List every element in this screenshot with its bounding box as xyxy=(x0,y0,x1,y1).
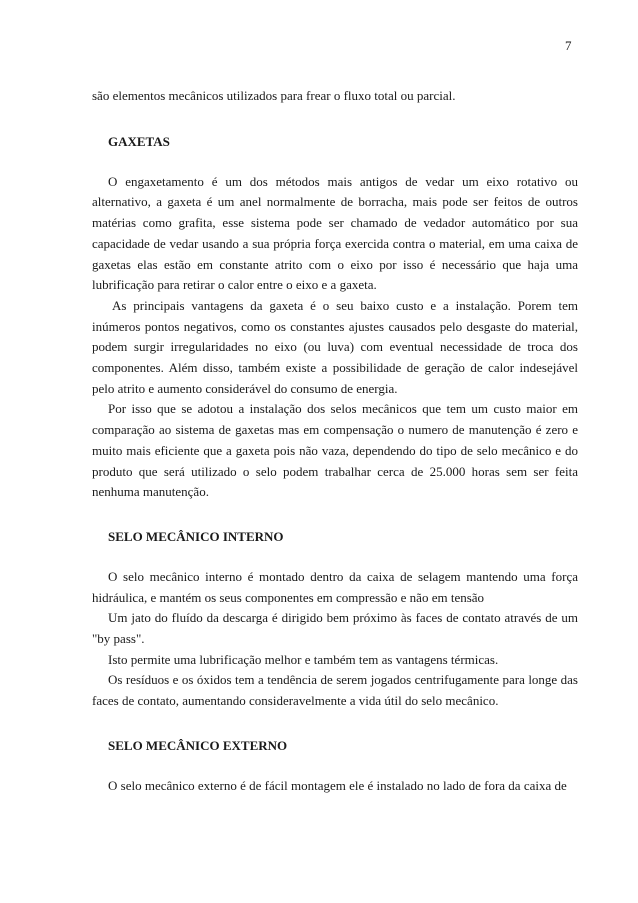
externo-paragraph-1: O selo mecânico externo é de fácil montagem ele é instalado no lado de fora da caixa de xyxy=(108,777,567,793)
gaxetas-paragraph-1: O engaxetamento é um dos métodos mais antigos de vedar um eixo rotativo ou alternativo, a gaxeta é um anel normalmente de borracha, mais pode ser feitos de outros matérias como grafita, esse sistema pode ser chamado de vedador automático por sua capacidade de vedar usando a sua própria força exercida contra o material, em uma caixa de gaxetas elas estão em constante atrito com o eixo por isso é necessário que haja uma lubrificação para retirar o calor entre o eixo e a gaxeta. xyxy=(92,173,578,293)
gaxetas-paragraph-3: Por isso que se adotou a instalação dos selos mecânicos que tem um custo maior em comparação ao sistema de gaxetas mas em compensação o numero de manutenção é zero e muito mais eficiente que a gaxeta pois não vaza, dependendo do tipo de selo mecânico e do produto que será utilizado o selo podem trabalhar cerca de 25.000 horas sem ser feita nenhuma manutenção. xyxy=(92,401,578,500)
interno-paragraph-4: Os resíduos e os óxidos tem a tendência de serem jogados centrifugamente para longe das faces de contato, aumentando consideravelmente a vida útil do selo mecânico. xyxy=(92,672,578,709)
interno-paragraph-1: O selo mecânico interno é montado dentro da caixa de selagem mantendo uma força hidráulica, e mantém os seus componentes em compressão e não em tensão xyxy=(92,568,578,605)
heading-selo-interno: SELO MECÂNICO INTERNO xyxy=(108,528,284,544)
page-number: 7 xyxy=(565,38,572,53)
intro-paragraph: são elementos mecânicos utilizados para frear o fluxo total ou parcial. xyxy=(92,88,456,103)
heading-gaxetas: GAXETAS xyxy=(108,133,170,149)
gaxetas-paragraph-2: As principais vantagens da gaxeta é o seu baixo custo e a instalação. Porem tem inúmeros pontos negativos, como os constantes ajustes causados pelo desgaste do material, podem surgir irregularidades no eixo (ou luva) com eventual necessidade de troca dos componentes. Além disso, também existe a possibilidade de geração de calor indesejável pelo atrito e aumento considerável do consumo de energia. xyxy=(92,297,578,396)
interno-paragraph-3: Isto permite uma lubrificação melhor e também tem as vantagens térmicas. xyxy=(108,651,499,667)
heading-selo-externo: SELO MECÂNICO EXTERNO xyxy=(108,737,288,753)
page-content xyxy=(92,86,578,797)
interno-paragraph-2: Um jato do fluído da descarga é dirigido bem próximo às faces de contato através de um "by pass". xyxy=(92,610,578,647)
